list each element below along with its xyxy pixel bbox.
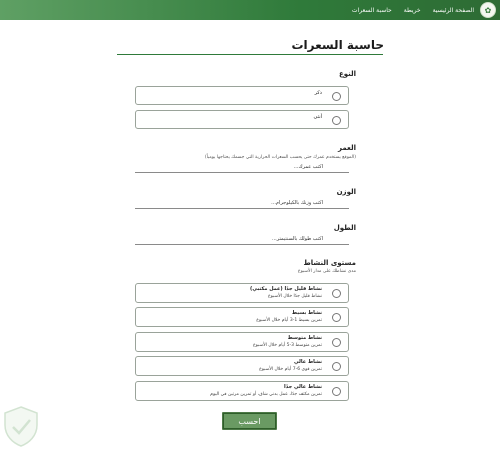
activity-label: مستوى النشاط <box>303 259 356 267</box>
activity-option-title: نشاط بسيط <box>291 310 322 316</box>
activity-option-title: نشاط متوسط <box>287 335 322 341</box>
nav-link-map[interactable]: خريطة <box>403 6 421 14</box>
activity-option-desc: تمرين مكثف جدًا، عمل بدني شاق، أو تمرين مرتين في اليوم <box>210 392 322 397</box>
activity-hint: مدى نشاطك على مدار الأسبوع <box>297 269 356 274</box>
gender-option-label: أنثى <box>313 114 322 120</box>
title-divider <box>117 54 383 55</box>
activity-option-high[interactable] <box>135 356 349 376</box>
radio-circle-icon[interactable] <box>332 289 341 298</box>
weight-input[interactable] <box>135 198 349 209</box>
activity-option-light[interactable] <box>135 307 349 327</box>
activity-option-very-high[interactable] <box>135 381 349 401</box>
age-input[interactable] <box>135 162 349 173</box>
nav-link-calorie-calculator[interactable]: حاسبة السعرات <box>351 6 392 14</box>
gender-label: النوع <box>338 70 356 78</box>
activity-option-desc: تمرين بسيط 1-3 أيام خلال الأسبوع <box>256 318 322 323</box>
brand-logo-icon[interactable]: ✿ <box>480 2 496 18</box>
activity-option-title: نشاط عالي جدًا <box>284 384 322 390</box>
activity-option-desc: نشاط قليل جدًا خلال الأسبوع <box>267 294 322 299</box>
radio-circle-icon[interactable] <box>332 313 341 322</box>
age-hint: (الموقع يستخدم عمرك حتى يحسب السعرات الحرارية التي جسمك يحتاجها يومياً) <box>204 155 356 160</box>
radio-circle-icon[interactable] <box>332 387 341 396</box>
nav-link-home[interactable]: الصفحة الرئيسية <box>432 6 474 14</box>
calculate-button[interactable]: احسب <box>222 412 277 430</box>
radio-circle-icon[interactable] <box>332 92 341 101</box>
activity-option-sedentary[interactable] <box>135 283 349 303</box>
activity-option-title: نشاط قليل جدًا (عمل مكتبي) <box>250 286 322 292</box>
radio-circle-icon[interactable] <box>332 338 341 347</box>
gender-option-female[interactable] <box>135 110 349 129</box>
weight-label: الوزن <box>336 188 356 196</box>
gender-option-label: ذكر <box>314 90 322 96</box>
page-title: حاسبة السعرات <box>291 38 384 52</box>
height-input[interactable] <box>135 234 349 245</box>
gender-option-male[interactable] <box>135 86 349 105</box>
activity-option-desc: تمرين متوسط 3-5 أيام خلال الأسبوع <box>252 343 322 348</box>
height-label: الطول <box>333 224 356 232</box>
activity-option-desc: تمرين قوي 6-7 أيام خلال الأسبوع <box>259 367 322 372</box>
radio-circle-icon[interactable] <box>332 362 341 371</box>
shield-watermark-icon <box>2 405 40 447</box>
top-navbar <box>0 0 500 20</box>
activity-option-moderate[interactable] <box>135 332 349 352</box>
activity-option-title: نشاط عالي <box>293 359 322 365</box>
radio-circle-icon[interactable] <box>332 116 341 125</box>
age-label: العمر <box>337 144 356 152</box>
